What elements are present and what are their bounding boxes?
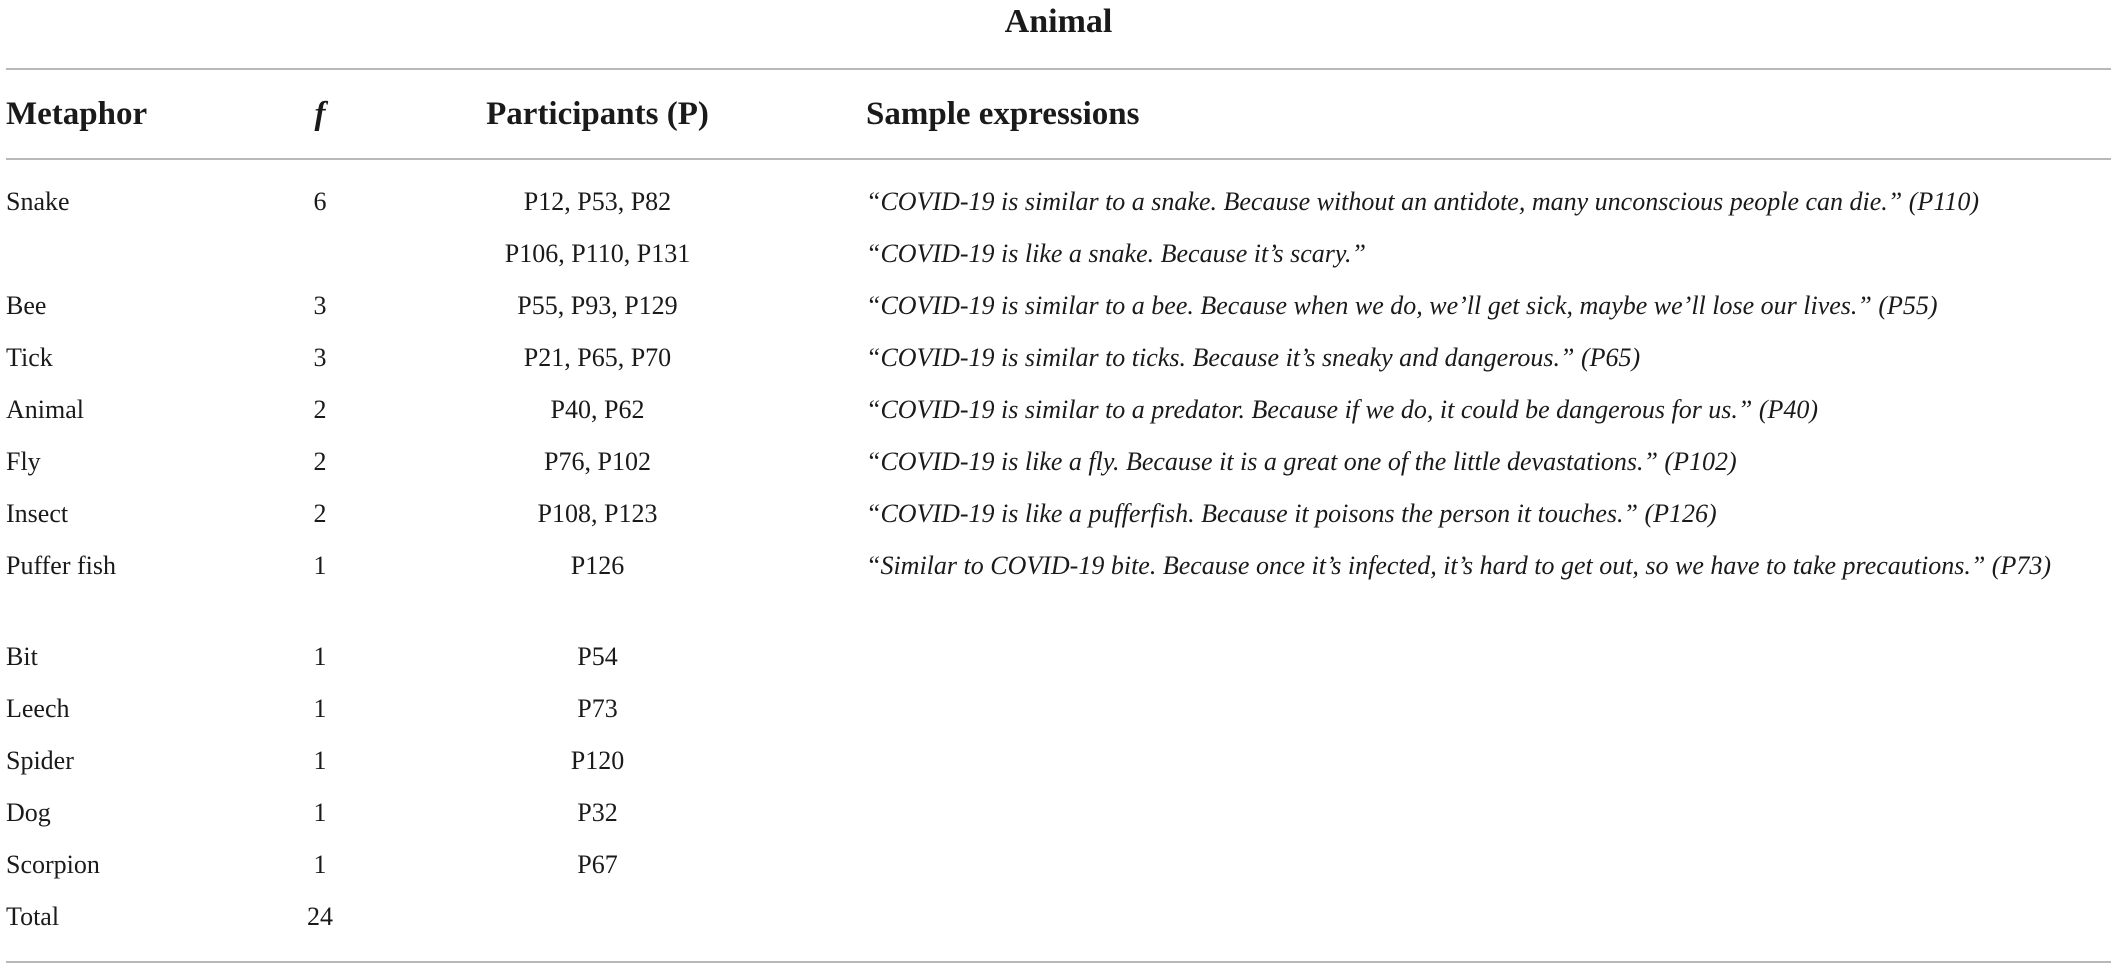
- cell-metaphor: Dog: [6, 798, 51, 827]
- table-row: [0, 794, 2117, 846]
- cell-sample-expression: “COVID-19 is like a pufferfish. Because it poisons the person it touches.” (P126): [866, 499, 1717, 528]
- cell-metaphor: Snake: [6, 187, 70, 216]
- table-row: [0, 235, 2117, 287]
- header-frequency: f: [314, 96, 326, 132]
- table-row: [0, 638, 2117, 690]
- cell-participants: P73: [577, 694, 618, 723]
- cell-frequency: 2: [313, 447, 327, 476]
- table-row: [0, 287, 2117, 339]
- cell-sample-expression: “Similar to COVID-19 bite. Because once it’s infected, it’s hard to get out, so we have to take precautions.” (P73): [866, 551, 2051, 580]
- cell-metaphor: Animal: [6, 395, 84, 424]
- cell-metaphor: Total: [6, 902, 60, 931]
- cell-metaphor: Insect: [6, 499, 69, 528]
- cell-frequency: 1: [313, 694, 327, 723]
- cell-frequency: 1: [313, 746, 327, 775]
- table-row: [0, 443, 2117, 495]
- cell-frequency: 1: [313, 850, 327, 879]
- top-rule: [6, 68, 2111, 70]
- cell-frequency: 2: [313, 499, 327, 528]
- cell-metaphor: Spider: [6, 746, 74, 775]
- cell-participants: P76, P102: [544, 447, 651, 476]
- cell-metaphor: Fly: [6, 447, 41, 476]
- cell-participants: P108, P123: [537, 499, 658, 528]
- cell-frequency: 3: [313, 343, 327, 372]
- cell-metaphor: Tick: [6, 343, 53, 372]
- header-metaphor: Metaphor: [6, 96, 148, 132]
- header-participants: Participants (P): [486, 96, 709, 132]
- table-row-total: [0, 898, 2117, 950]
- cell-metaphor: Bit: [6, 642, 38, 671]
- bottom-rule: [6, 961, 2111, 963]
- cell-frequency: 3: [313, 291, 327, 320]
- table-row: [0, 391, 2117, 443]
- table-body: [0, 183, 2117, 950]
- cell-participants: P40, P62: [550, 395, 645, 424]
- cell-sample-expression: “COVID-19 is similar to ticks. Because it’s sneaky and dangerous.” (P65): [866, 343, 1641, 372]
- cell-participants: P67: [577, 850, 618, 879]
- cell-participants: P32: [577, 798, 618, 827]
- table-header-row: [0, 88, 2117, 140]
- table-row: [0, 547, 2117, 638]
- cell-sample-expression: “COVID-19 is like a snake. Because it’s scary.”: [866, 239, 1366, 268]
- cell-participants: P126: [570, 551, 625, 580]
- cell-sample-expression: “COVID-19 is like a fly. Because it is a great one of the little devastations.” (P102): [866, 447, 1737, 476]
- cell-participants: P106, P110, P131: [504, 239, 691, 268]
- cell-frequency: 2: [313, 395, 327, 424]
- cell-participants: P120: [570, 746, 625, 775]
- table-row: [0, 183, 2117, 235]
- table-row: [0, 495, 2117, 547]
- cell-metaphor: Leech: [6, 694, 70, 723]
- cell-metaphor: Scorpion: [6, 850, 100, 879]
- cell-sample-expression: “COVID-19 is similar to a bee. Because when we do, we’ll get sick, maybe we’ll lose our lives.” (P55): [866, 291, 1938, 320]
- table-row: [0, 846, 2117, 898]
- cell-frequency: 1: [313, 642, 327, 671]
- cell-sample-expression: “COVID-19 is similar to a predator. Because if we do, it could be dangerous for us.” (P40): [866, 395, 1819, 424]
- cell-participants: P54: [577, 642, 618, 671]
- cell-participants: P12, P53, P82: [523, 187, 672, 216]
- cell-metaphor: Bee: [6, 291, 47, 320]
- cell-sample-expression: “COVID-19 is similar to a snake. Because without an antidote, many unconscious people can die.” (P110): [866, 187, 1980, 216]
- cell-frequency: 24: [307, 902, 333, 931]
- table-row: [0, 690, 2117, 742]
- table-row: [0, 742, 2117, 794]
- table-row: [0, 339, 2117, 391]
- header-rule: [6, 158, 2111, 160]
- cell-participants: P55, P93, P129: [517, 291, 678, 320]
- cell-frequency: 1: [313, 551, 327, 580]
- header-sample-expressions: Sample expressions: [866, 96, 1140, 132]
- table-caption: Animal: [1004, 3, 1113, 40]
- cell-frequency: 1: [313, 798, 327, 827]
- cell-frequency: 6: [313, 187, 327, 216]
- cell-metaphor: Puffer fish: [6, 551, 117, 580]
- cell-participants: P21, P65, P70: [523, 343, 672, 372]
